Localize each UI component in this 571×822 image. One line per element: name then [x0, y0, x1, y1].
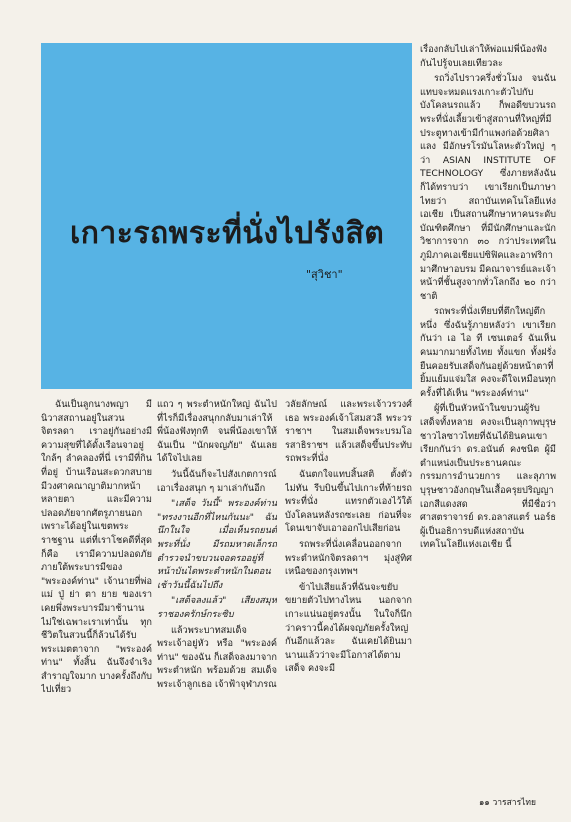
page-number: ๑๑ — [479, 798, 490, 808]
paragraph: "เสด็จ วันนี้" พระองค์ท่าน "ทรงงานอีกที่ไหนกันนะ" ฉันนึกในใจ เมื่อเห็นรถยนต์พระที่นั่ง มีรถมหาดเล็กรถตำรวจนำขบวนจอดรออยู่ที่หน้าบันไดพระตำหนักในตอนเช้าวันนี้ฉันไปถึง — [157, 498, 277, 591]
text-column-right — [420, 43, 556, 787]
paragraph: ฉันตกใจแทบสิ้นสติ ตั้งตัวไม่ทัน รีบบินขึ้นไปเกาะที่ท้ายรถพระที่นั่ง แทรกตัวเองไว้ใต้บังโคลนหลังรถซะเลย ก่อนที่จะโดนเขาจับเอาออกไปเสียก่อน — [285, 468, 412, 535]
paragraph: แล้วพระบาทสมเด็จพระเจ้าอยู่หัว หรือ "พระองค์ท่าน" ของฉัน ก็เสด็จลงมาจากพระตำหนัก พร้อมด้วย สมเด็จพระเจ้าลูกเธอ เจ้าฟ้าจุฬาภรณ — [157, 624, 277, 690]
publication-name: วารสารไทย — [492, 798, 536, 808]
paragraph: "เสด็จลงแล้ว" เสียงสมุหราชองครักษ์กระซิบ — [157, 595, 277, 620]
paragraph: แถว ๆ พระตำหนักใหญ่ ฉันไปที่ไรก็มีเรื่องสนุกกลับมาเล่าให้พี่น้องฟังทุกที จนพี่น้องเขาให้ฉันเป็น "นักผจญภัย" ฉันเลยได้ใจไปเลย — [157, 399, 277, 465]
paragraph: ฉันเป็นลูกนางพญา มีนิวาสสถานอยู่ในสวนจิตรลดา เราอยู่กันอย่างมีความสุขที่ได้ดั้งเรือนจาอยู่ใกล้ๆ ลำคลองที่นี่ เรามีที่กินที่อยู่ บ้านเรือนสะดวกสบาย มีวงศาคณาญาติมากหน้าหลายตา และมีความปลอดภัยจากศัตรูภายนอก เพราะได้อยู่ในเขตพระราชฐาน แต่ที่เราโชคดีที่สุดก็คือ เรามีความปลอดภัยภายใต้พระบารมีของ "พระองค์ท่าน" เจ้านายที่พ่อ แม่ ปู่ ย่า ตา ยาย ของเราเคยพึ่งพระบารมีมาช้านาน ไม่ใช่เฉพาะเราเท่านั้น ทุกชีวิตในสวนนี้ก็ล้วนได้รับพระเมตตาจาก "พระองค์ท่าน" ทั้งสิ้น ฉันจึงจำเริงสำราญใจมาก บางครั้งถึงกับไปเที่ยว — [41, 399, 152, 696]
paragraph: ผู้ที่เป็นหัวหน้าในขบวนผู้รับเสด็จทั้งหลาย คงจะเป็นลุกาพบุรุษชาวไลซาวไทยที่ฉันได้ยินคนเขาเรียกกันว่า ดร.อนันต์ คงชนิต ผู้มีตำแหน่งเป็นประธานคณะกรรมการอำนวยการ และลุภาพบุรุษชาวอังกฤษในเสื้อครุยปริญญาเอกสีแดงสด ที่มีชื่อว่า ศาสตราจารย์ ดร.อลาสแตร์ นอร์ธ ผู้เป็นอธิการบดีแห่งสถาบันเทคโนโลยีแห่งเอเชีย นี้ — [420, 403, 556, 551]
text-column-bottom-2 — [157, 398, 277, 793]
paragraph: ข้าไปเสียแล้วที่ฉันจะขยับขยายตัวไปทางไหน นอกจากเกาะแน่นอยู่ตรงนั้น ในใจก็นึกว่าคราวนี้คงได้ผจญภัยครั้งใหญ่กันอีกแล้วละ ฉันเคยได้ยินมานานแล้วว่าจะมีโอกาสได้ตามเสด็จ คงจะมี — [285, 581, 412, 675]
paragraph: วันนี้ฉันก็จะไปสังเกตการณ์เอาเรื่องสนุก ๆ มาเล่ากันอีก — [157, 468, 277, 494]
paragraph: รถวิ่งไปราวครึ่งชั่วโมง จนฉันแทบจะหมดแรงเกาะตัวไปกับบังโคลนรถแล้ว ก็พอดีขบวนรถพระที่นั่งเลี้ยวเข้าสู่สถานที่ใหญ่ที่มีประตูทางเข้ามีกำแพงก่อด้วยศิลาแลง มีอักษรโรมันโลหะตัวใหญ่ ๆ ว่า ASIAN INSTITUTE OF TECHNOLOGY ซึ่งภายหลังฉันก็ได้ทราบว่า เขาเรียกเป็นภาษาไทยว่า สถาบันเทคโนโลยีแห่งเอเชีย เป็นสถานศึกษาหาคนระดับบัณฑิตศึกษา ที่มีนักศึกษาและนักวิชาการจาก ๓๐ กว่าประเทศในภูมิภาคเอเชียแปซิฟิคและอาฟริกามาศึกษาอบรม มีคณาจารย์และเจ้าหน้าที่ชั้นสูงจากทั่วโลกถึง ๒๐ กว่าชาติ — [420, 73, 556, 302]
article-title: เกาะรถพระที่นั่งไปรังสิต — [70, 216, 385, 251]
text-column-bottom-1 — [41, 398, 152, 793]
paragraph: รถพระที่นั่งเทียบที่ตึกใหญ่ตึกหนึ่ง ซึ่งฉันรู้ภายหลังว่า เขาเรียกกันว่า เอ ไอ ที เซนเตอร์ ฉันเห็นคนมากมายทั้งไทย ทั้งแขก ทั้งฝรั่ง ยืนคอยรับเสด็จกันอยู่ด้วยหน้าตาที่ยิ้มแย้มแจ่มใส คงจะดีใจเหมือนทุกครั้งที่ได้เห็น "พระองค์ท่าน" — [420, 306, 556, 399]
paragraph: รถพระที่นั่งเคลื่อนออกจากพระตำหนักจิตรลดาฯ มุ่งสู่ทิศเหนือของกรุงเทพฯ — [285, 538, 412, 578]
article-author: "สุวิชา" — [306, 268, 343, 281]
text-column-bottom-3 — [285, 398, 412, 793]
page-footer — [479, 795, 536, 809]
paragraph: เรื่องกลับไปเล่าให้พ่อแม่พี่น้องฟังกันไปรู้จบเลยเทียวละ — [420, 44, 547, 69]
paragraph: วลัยลักษณ์ และพระเจ้าวรวงศ์เธอ พระองค์เจ้าโสมสวลี พระวรราชาฯ ในสมเด็จพระบรมโอรสาธิราชฯ แล้วเสด็จขึ้นประทับรถพระที่นั่ง — [285, 399, 412, 465]
